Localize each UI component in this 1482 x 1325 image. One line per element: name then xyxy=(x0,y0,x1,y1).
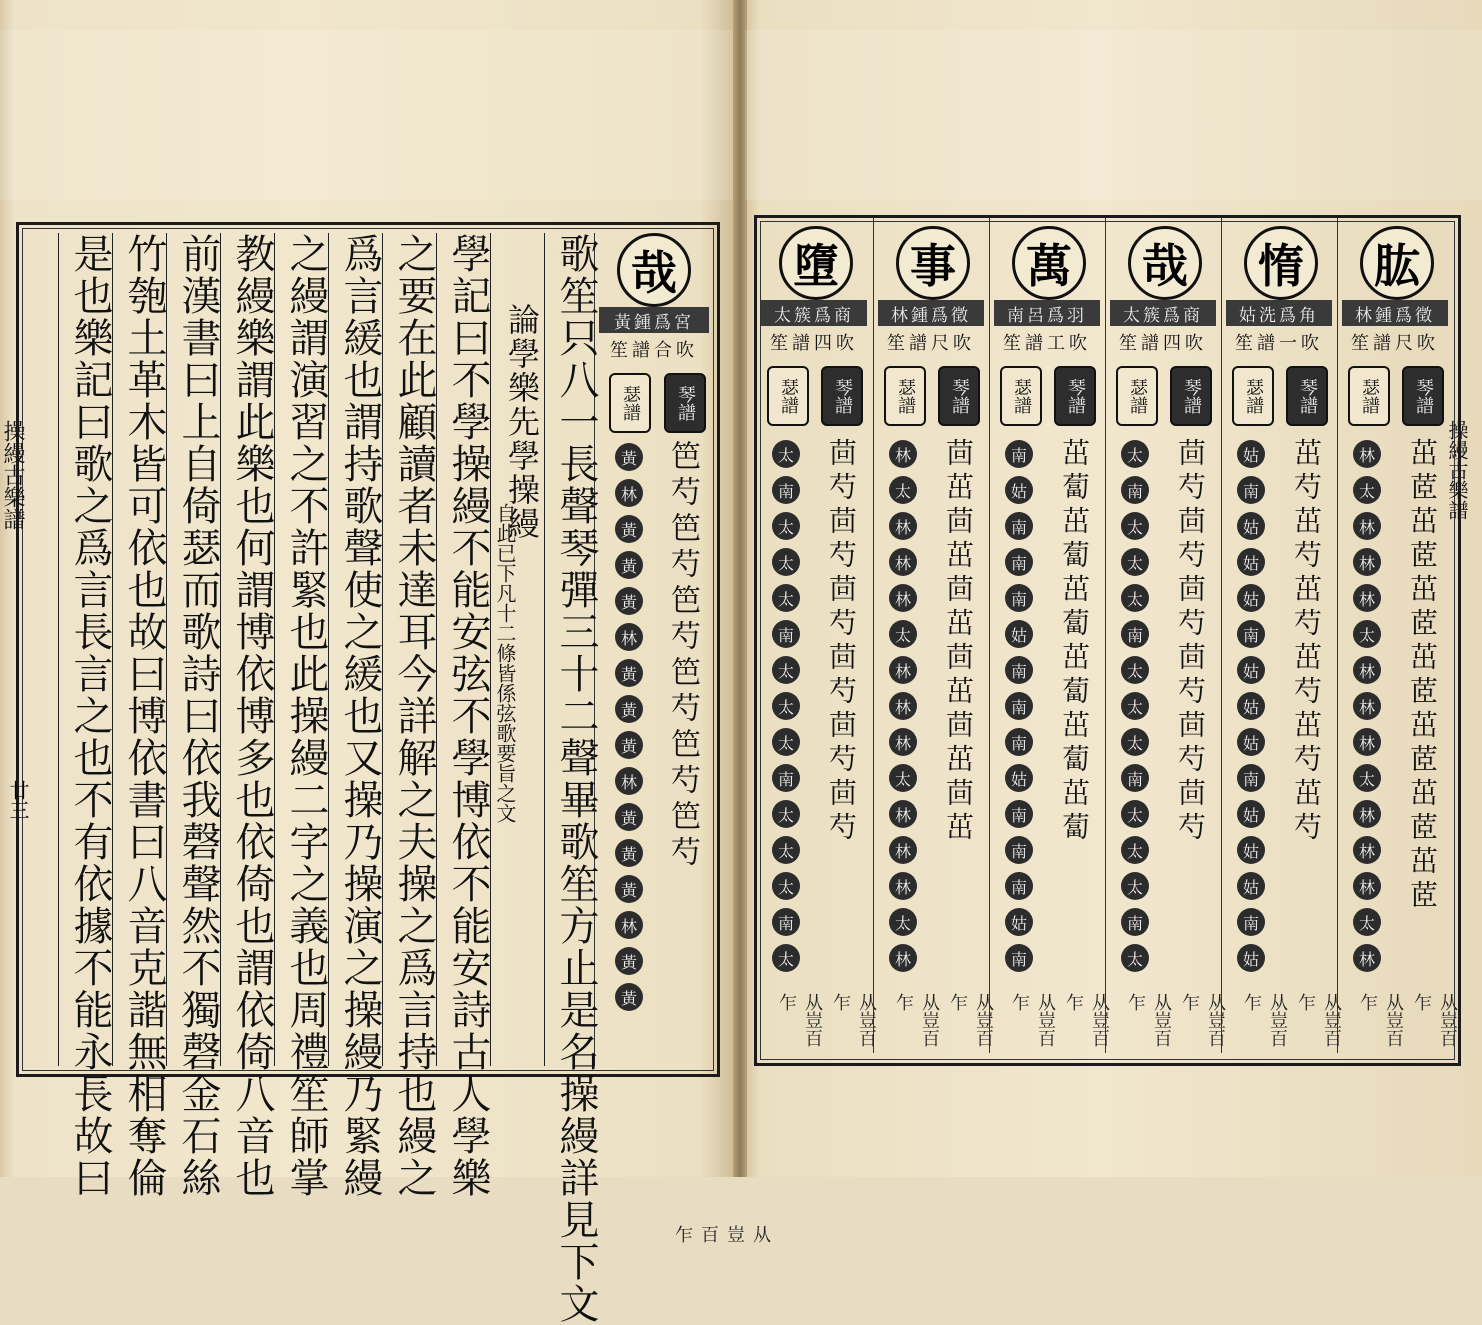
se-note-dot: 南 xyxy=(1121,908,1149,936)
qin-score-tab: 琴譜 xyxy=(1170,366,1212,426)
se-note-dot: 林 xyxy=(615,767,643,795)
se-note-dot: 林 xyxy=(1353,836,1381,864)
se-note-dot: 林 xyxy=(615,479,643,507)
se-note-dot: 南 xyxy=(1005,692,1033,720)
se-note-dot: 太 xyxy=(1353,908,1381,936)
se-notation xyxy=(1234,440,1268,980)
se-note-dot: 黃 xyxy=(615,803,643,831)
se-note-dot: 太 xyxy=(772,836,800,864)
sheng-label: 笙譜四吹 xyxy=(1119,333,1207,354)
se-note-dot: 林 xyxy=(615,911,643,939)
se-note-dot: 姑 xyxy=(1237,728,1265,756)
se-note-dot: 太 xyxy=(1121,692,1149,720)
se-note-dot: 林 xyxy=(889,728,917,756)
se-note-dot: 太 xyxy=(1121,944,1149,972)
se-note-dot: 太 xyxy=(1121,548,1149,576)
qin-score-tab: 琴譜 xyxy=(1054,366,1096,426)
se-notation xyxy=(1002,440,1036,980)
se-note-dot: 南 xyxy=(1121,620,1149,648)
se-note-dot: 南 xyxy=(1005,548,1033,576)
se-note-dot: 南 xyxy=(1005,584,1033,612)
se-note-dot: 林 xyxy=(889,656,917,684)
foot-note: 从豈百乍 xyxy=(1009,993,1056,1047)
sheng-label: 笙譜尺吹 xyxy=(887,333,975,354)
se-note-dot: 姑 xyxy=(1005,620,1033,648)
column-text: 之縵謂演習之不許緊也此操縵二字之義也周禮笙師掌 xyxy=(283,233,329,1199)
score-section xyxy=(757,218,877,1053)
se-note-dot: 太 xyxy=(889,764,917,792)
column-text: 爲言緩也謂持歌聲使之緩也又操乃操演之操縵乃緊縵 xyxy=(337,233,383,1199)
se-note-dot: 林 xyxy=(1353,944,1381,972)
se-notation xyxy=(1350,440,1384,980)
se-note-dot: 太 xyxy=(889,908,917,936)
se-note-dot: 姑 xyxy=(1005,764,1033,792)
se-note-dot: 黃 xyxy=(615,983,643,1011)
foot-note: 从豈百乍 xyxy=(776,993,823,1047)
se-notation xyxy=(886,440,920,980)
circle-character: 肱 xyxy=(1360,226,1434,300)
tone-label: 太簇爲商 xyxy=(761,300,867,326)
se-note-dot: 太 xyxy=(889,476,917,504)
se-score-tab: 瑟譜 xyxy=(884,366,926,426)
se-note-dot: 南 xyxy=(1237,476,1265,504)
se-note-dot: 姑 xyxy=(1237,800,1265,828)
qin-notation: 笆芍笆芍笆芍笆芍笆芍笆芍 xyxy=(665,440,700,872)
se-note-dot: 太 xyxy=(772,512,800,540)
se-note-dot: 林 xyxy=(615,623,643,651)
column-text: 教縵樂謂此樂也何謂博依博多也依倚也謂依倚八音也 xyxy=(229,233,275,1199)
se-note-dot: 太 xyxy=(1121,728,1149,756)
tone-label: 林鍾爲徵 xyxy=(1342,300,1448,326)
sheng-label: 笙譜一吹 xyxy=(1235,333,1323,354)
se-note-dot: 林 xyxy=(889,836,917,864)
se-note-dot: 姑 xyxy=(1237,872,1265,900)
sheng-label: 笙譜尺吹 xyxy=(1351,333,1439,354)
se-note-dot: 南 xyxy=(772,620,800,648)
score-section xyxy=(1105,218,1226,1053)
se-note-dot: 南 xyxy=(1005,800,1033,828)
score-section xyxy=(873,218,994,1053)
se-note-dot: 太 xyxy=(1121,584,1149,612)
qin-notation: 茁茝茁茝茁茝茁茝茁茝茁茝茁茝 xyxy=(1406,438,1439,914)
se-note-dot: 姑 xyxy=(1237,512,1265,540)
se-notation xyxy=(769,440,803,980)
se-note-dot: 姑 xyxy=(1237,440,1265,468)
tone-label: 林鍾爲徵 xyxy=(878,300,984,326)
column-text: 之要在此顧讀者未達耳今詳解之夫操之爲言持也縵之 xyxy=(391,233,437,1199)
text-column xyxy=(58,233,113,1199)
book-title: 操縵古樂譜 xyxy=(1445,420,1469,520)
column-rule xyxy=(594,233,595,1066)
se-note-dot: 林 xyxy=(1353,800,1381,828)
text-column xyxy=(544,233,599,1325)
text-column xyxy=(274,233,329,1199)
se-note-dot: 太 xyxy=(772,548,800,576)
small-note: 自此已下凡十二條皆係弦歌要旨之文 xyxy=(493,503,517,823)
foot-note: 从豈百乍 xyxy=(1179,993,1226,1047)
column-text: 學記曰不學操縵不能安弦不學博依不能安詩古人學樂 xyxy=(445,233,491,1199)
se-score-tab: 瑟譜 xyxy=(767,366,809,426)
top-blank-margin xyxy=(745,30,1482,200)
foot-note: 从豈百乍 xyxy=(1241,993,1288,1047)
se-note-dot: 太 xyxy=(1121,872,1149,900)
qin-notation: 茴芍茴芍茴芍茴芍茴芍茴芍 xyxy=(825,438,858,846)
se-note-dot: 林 xyxy=(1353,584,1381,612)
text-column xyxy=(328,233,383,1199)
circle-character: 墮 xyxy=(779,226,853,300)
score-section xyxy=(1221,218,1342,1053)
se-note-dot: 太 xyxy=(1353,764,1381,792)
right-score-frame xyxy=(754,215,1461,1066)
se-note-dot: 南 xyxy=(1121,476,1149,504)
se-note-dot: 黃 xyxy=(615,731,643,759)
tone-label: 南呂爲羽 xyxy=(994,300,1100,326)
qin-notation: 茴茁茴茁茴茁茴茁茴茁茴茁 xyxy=(942,438,975,846)
se-note-dot: 太 xyxy=(772,656,800,684)
se-note-dot: 林 xyxy=(1353,548,1381,576)
circle-character: 萬 xyxy=(1012,226,1086,300)
se-note-dot: 南 xyxy=(1005,512,1033,540)
se-note-dot: 林 xyxy=(889,548,917,576)
se-note-dot: 姑 xyxy=(1237,656,1265,684)
se-note-dot: 太 xyxy=(1353,620,1381,648)
se-note-dot: 林 xyxy=(1353,656,1381,684)
circle-character: 哉 xyxy=(617,233,691,307)
se-note-dot: 太 xyxy=(1121,836,1149,864)
se-note-dot: 南 xyxy=(1005,440,1033,468)
score-section xyxy=(989,218,1110,1053)
page-number: 廿三 xyxy=(6,780,30,820)
column-text: 歌笙只八一長聲琴彈三十二聲畢歌笙方止是名操縵詳見下文 xyxy=(553,233,599,1325)
se-note-dot: 黃 xyxy=(615,551,643,579)
foot-note: 从豈百乍 xyxy=(947,993,994,1047)
column-text: 竹匏土革木皆可依也故曰博依書曰八音克諧無相奪倫 xyxy=(121,233,167,1199)
se-note-dot: 黃 xyxy=(615,443,643,471)
se-note-dot: 林 xyxy=(889,512,917,540)
foot-note: 从豈百乍 xyxy=(1063,993,1110,1047)
se-note-dot: 林 xyxy=(1353,728,1381,756)
se-note-dot: 南 xyxy=(1005,656,1033,684)
se-note-dot: 林 xyxy=(889,584,917,612)
se-note-dot: 南 xyxy=(1005,872,1033,900)
se-note-dot: 南 xyxy=(1005,836,1033,864)
se-note-dot: 太 xyxy=(1353,476,1381,504)
foot-note: 从豈百乍 xyxy=(672,1225,771,1243)
se-score-tab: 瑟譜 xyxy=(609,373,651,433)
se-note-dot: 林 xyxy=(1353,872,1381,900)
right-page xyxy=(745,0,1482,1177)
text-column xyxy=(220,233,275,1199)
text-column xyxy=(382,233,437,1199)
se-score-tab: 瑟譜 xyxy=(1348,366,1390,426)
se-note-dot: 太 xyxy=(1121,440,1149,468)
se-note-dot: 姑 xyxy=(1237,944,1265,972)
qin-score-tab: 琴譜 xyxy=(1286,366,1328,426)
se-note-dot: 姑 xyxy=(1005,476,1033,504)
qin-score-tab: 琴譜 xyxy=(1402,366,1444,426)
sheng-label: 笙譜四吹 xyxy=(770,333,858,354)
margin-title xyxy=(1445,420,1475,520)
se-note-dot: 太 xyxy=(772,944,800,972)
circle-character: 哉 xyxy=(1128,226,1202,300)
se-note-dot: 黃 xyxy=(615,695,643,723)
se-note-dot: 南 xyxy=(1237,620,1265,648)
text-column xyxy=(490,233,545,1066)
foot-note: 从豈百乍 xyxy=(893,993,940,1047)
se-note-dot: 太 xyxy=(1121,800,1149,828)
se-note-dot: 林 xyxy=(889,692,917,720)
se-notation xyxy=(1118,440,1152,980)
text-column xyxy=(166,233,221,1199)
se-note-dot: 南 xyxy=(772,908,800,936)
se-note-dot: 太 xyxy=(772,872,800,900)
qin-score-tab: 琴譜 xyxy=(664,373,706,433)
se-note-dot: 太 xyxy=(889,620,917,648)
se-note-dot: 南 xyxy=(1237,764,1265,792)
se-score-tab: 瑟譜 xyxy=(1116,366,1158,426)
se-note-dot: 南 xyxy=(1121,764,1149,792)
column-text: 是也樂記曰歌之爲言長言之也不有依據不能永長故曰 xyxy=(67,233,113,1199)
foot-note: 从豈百乍 xyxy=(830,993,877,1047)
se-note-dot: 南 xyxy=(772,476,800,504)
se-note-dot: 姑 xyxy=(1237,584,1265,612)
se-note-dot: 南 xyxy=(1005,944,1033,972)
se-note-dot: 姑 xyxy=(1005,908,1033,936)
tone-label: 黃鍾爲宮 xyxy=(599,307,709,333)
se-note-dot: 太 xyxy=(772,692,800,720)
se-note-dot: 黃 xyxy=(615,659,643,687)
tone-label: 姑洗爲角 xyxy=(1226,300,1332,326)
qin-score-tab: 琴譜 xyxy=(938,366,980,426)
se-note-dot: 黃 xyxy=(615,515,643,543)
book-title: 操縵古樂譜 xyxy=(0,420,25,530)
se-note-dot: 太 xyxy=(772,440,800,468)
se-note-dot: 太 xyxy=(772,584,800,612)
qin-notation: 茴芍茴芍茴芍茴芍茴芍茴芍 xyxy=(1174,438,1207,846)
se-note-dot: 林 xyxy=(889,440,917,468)
se-note-dot: 林 xyxy=(1353,440,1381,468)
se-note-dot: 太 xyxy=(772,800,800,828)
se-note-dot: 黃 xyxy=(615,839,643,867)
se-note-dot: 黃 xyxy=(615,587,643,615)
top-blank-margin xyxy=(0,30,735,200)
se-note-dot: 黃 xyxy=(615,947,643,975)
foot-note: 从豈百乍 xyxy=(1411,993,1458,1047)
text-column xyxy=(436,233,491,1199)
se-note-dot: 太 xyxy=(1121,512,1149,540)
se-note-dot: 姑 xyxy=(1237,692,1265,720)
se-note-dot: 姑 xyxy=(1237,548,1265,576)
tone-label: 太簇爲商 xyxy=(1110,300,1216,326)
column-text: 前漢書曰上自倚瑟而歌詩曰依我磬聲然不獨磬金石絲 xyxy=(175,233,221,1199)
se-note-dot: 南 xyxy=(1237,908,1265,936)
column-text: 論學樂先學操縵 xyxy=(503,303,541,541)
se-note-dot: 南 xyxy=(1005,728,1033,756)
text-column xyxy=(112,233,167,1199)
se-note-dot: 黃 xyxy=(615,875,643,903)
se-notation xyxy=(612,443,646,1019)
se-note-dot: 姑 xyxy=(1237,836,1265,864)
sheng-label: 笙譜工吹 xyxy=(1003,333,1091,354)
sheng-label: 笙譜合吹 xyxy=(610,340,698,361)
se-note-dot: 林 xyxy=(1353,692,1381,720)
se-note-dot: 林 xyxy=(889,872,917,900)
foot-note: 从豈百乍 xyxy=(1295,993,1342,1047)
se-score-tab: 瑟譜 xyxy=(1232,366,1274,426)
se-note-dot: 南 xyxy=(772,764,800,792)
circle-character: 惰 xyxy=(1244,226,1318,300)
se-note-dot: 林 xyxy=(889,800,917,828)
qin-score-tab: 琴譜 xyxy=(821,366,863,426)
left-text-frame xyxy=(16,222,771,1325)
circle-character: 事 xyxy=(896,226,970,300)
se-score-tab: 瑟譜 xyxy=(1000,366,1042,426)
se-note-dot: 林 xyxy=(889,944,917,972)
foot-note: 从豈百乍 xyxy=(1357,993,1404,1047)
se-note-dot: 太 xyxy=(772,728,800,756)
foot-note: 从豈百乍 xyxy=(1125,993,1172,1047)
se-note-dot: 太 xyxy=(1121,656,1149,684)
qin-notation: 茁蔔茁蔔茁蔔茁蔔茁蔔茁蔔 xyxy=(1058,438,1091,846)
qin-notation: 茁芍茁芍茁芍茁芍茁芍茁芍 xyxy=(1290,438,1323,846)
se-note-dot: 林 xyxy=(1353,512,1381,540)
